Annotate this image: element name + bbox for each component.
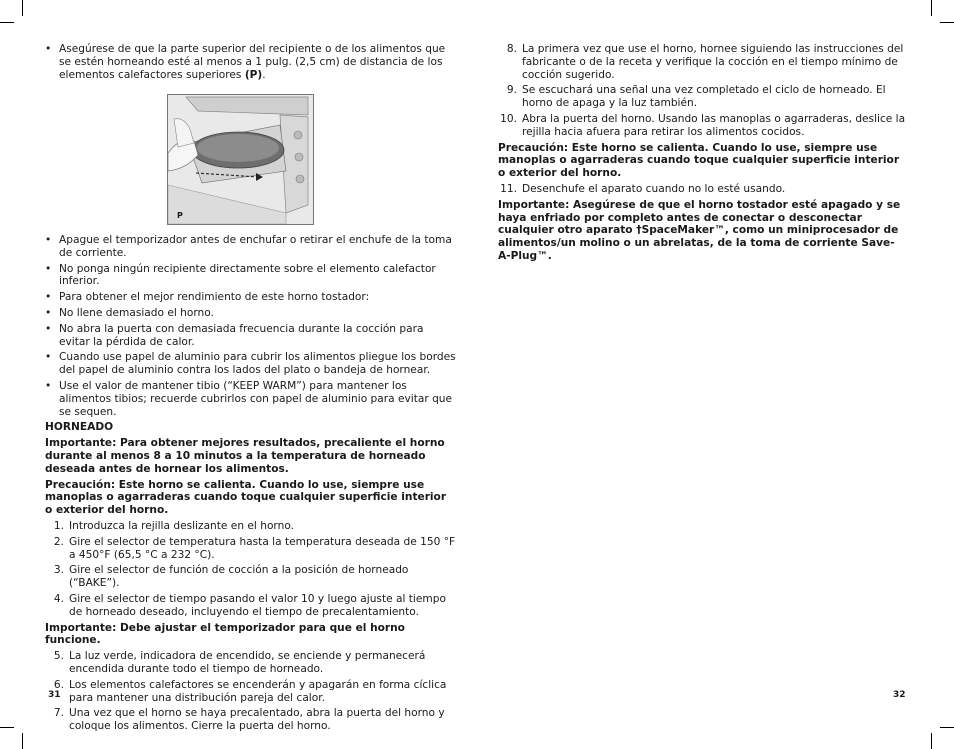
crop-mark [931,0,932,16]
bullet-item: • Cuando use papel de aluminio para cubrir los alimentos pliegue los bordes del papel de aluminio contra los lados del plato o bandeja de hornear. [45,351,457,377]
bullet-item: • No llene demasiado el horno. [45,307,457,320]
step-item: 9. Se escuchará una señal una vez completado el ciclo de horneado. El horno de apaga y la luz también. [506,84,886,110]
oven-illustration-graphic [168,95,313,224]
step-item: 7. Una vez que el horno se haya precalentado, abra la puerta del horno y coloque los alimentos. Cierre la puerta del horno. [53,707,445,733]
page-number: 31 [48,690,61,700]
crop-mark [940,727,954,728]
bullet-item: • Asegúrese de que la parte superior del recipiente o de los alimentos que se estén horneando esté al menos a 1 pulg. (2,5 cm) de distancia de los elementos calefactores superiores (P). [45,43,457,81]
step-item: 2. Gire el selector de temperatura hasta la temperatura deseada de 150 °F a 450°F (65,5 °C a 232 °C). [53,535,456,561]
oven-rack-illustration [167,94,314,225]
caution-note: Precaución: Este horno se calienta. Cuando lo use, siempre use manoplas o agarraderas cuando toque cualquier superficie interior o exterior del horno. [45,478,447,517]
step-item: 10. Abra la puerta del horno. Usando las manoplas o agarraderas, deslice la rejilla hacia afuera para retirar los alimentos cocidos. [500,112,906,138]
important-note: Importante: Para obtener mejores resultados, precaliente el horno durante al menos 8 a 10 minutos a la temperatura de horneado deseada antes de hornear los alimentos. [45,437,445,475]
bullet-item: • Apague el temporizador antes de enchufar o retirar el enchufe de la toma de corriente. [45,234,457,260]
step-item: 6. Los elementos calefactores se encenderán y apagarán en forma cíclica para mantener una distribución pareja del calor. [53,678,447,704]
step-item: 8. La primera vez que use el horno, hornee siguiendo las instrucciones del fabricante o de la receta y verifique la cocción en el tiempo mínimo de cocción sugerido. [506,43,904,81]
right-page [498,43,906,266]
crop-mark [0,22,14,23]
left-page [45,43,457,84]
crop-mark [22,0,23,16]
step-item: 11. Desenchufe el aparato cuando no lo esté usando. [500,182,786,195]
crop-mark [0,727,14,728]
bullet-item: • Use el valor de mantener tibio (“KEEP WARM”) para mantener los alimentos tibios; recuerde cubrirlos con papel de aluminio para evitar que se sequen. [45,380,457,418]
crop-mark [22,733,23,749]
left-page-body [45,234,457,736]
step-item: 3. Gire el selector de función de cocción a la posición de horneado (“BAKE”). [53,564,409,590]
important-note: Importante: Asegúrese de que el horno tostador esté apagado y se haya enfriado por completo antes de conectar o desconectar cualquier otro aparato †SpaceMaker™, como un miniprocesador de alimentos/un molino o un abrelatas, de la toma de corriente Save-A-Plug™. [498,198,901,262]
section-heading: HORNEADO [45,421,114,434]
bullet-item: • No abra la puerta con demasiada frecuencia durante la cocción para evitar la pérdida de calor. [45,323,457,349]
caution-note: Precaución: Este horno se calienta. Cuando lo use, siempre use manoplas o agarraderas cuando toque cualquier superficie interior o exterior del horno. [498,141,900,180]
step-item: 4. Gire el selector de tiempo pasando el valor 10 y luego ajuste al tiempo de horneado deseado, incluyendo el tiempo de precalentamiento. [53,592,446,618]
bullet-item: • No ponga ningún recipiente directamente sobre el elemento calefactor inferior. [45,263,457,289]
figure-reference: (P) [244,68,263,81]
crop-mark [931,733,932,749]
important-note: Importante: Debe ajustar el temporizador para que el horno funcione. [45,621,405,647]
bullet-item: • Para obtener el mejor rendimiento de este horno tostador: [45,291,457,304]
crop-mark [940,22,954,23]
step-item: 1. Introduzca la rejilla deslizante en el horno. [53,519,294,532]
page-number: 32 [893,690,906,700]
figure-label: P [177,211,183,220]
step-item: 5. La luz verde, indicadora de encendido, se enciende y permanecerá encendida durante todo el tiempo de horneado. [53,650,426,675]
